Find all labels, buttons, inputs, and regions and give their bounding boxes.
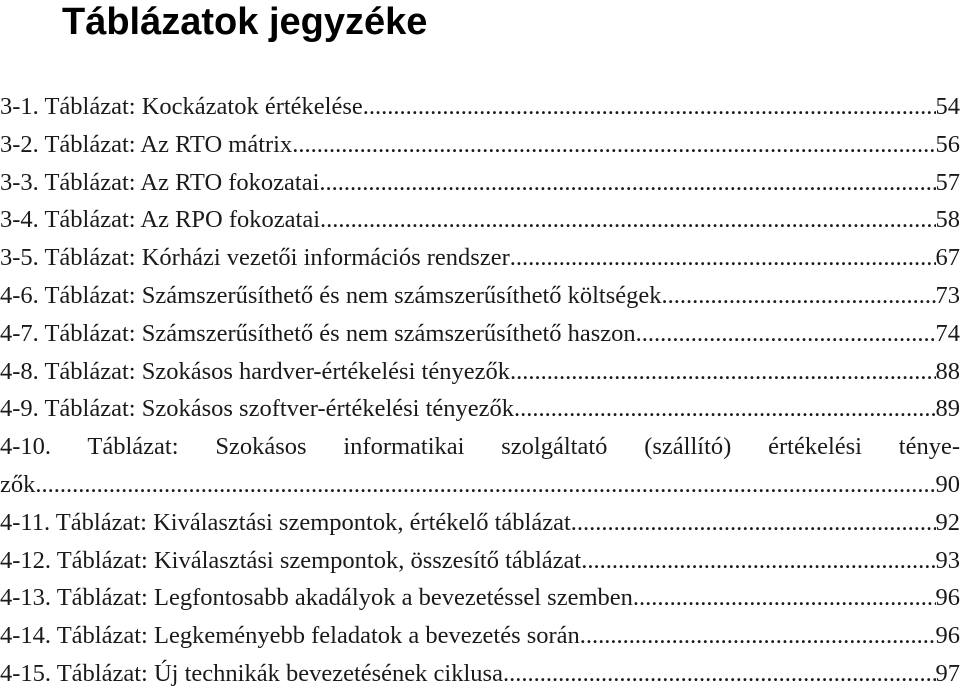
toc-entry[interactable]: [0, 315, 960, 353]
toc-entry[interactable]: [0, 617, 960, 655]
toc-entry[interactable]: [0, 504, 960, 542]
toc-entry-page: 88: [936, 353, 960, 391]
toc-entry[interactable]: [0, 88, 960, 126]
dot-leader: [510, 353, 936, 391]
toc-entry-page: 92: [936, 504, 960, 542]
toc-entry-text: 4-6. Táblázat: Számszerűsíthető és nem számszerűsíthető költségek: [0, 277, 662, 315]
toc-entry-page: 73: [936, 277, 960, 315]
toc-entry[interactable]: [0, 353, 960, 391]
dot-leader: [320, 201, 936, 239]
toc-entry-text: 4-7. Táblázat: Számszerűsíthető és nem számszerűsíthető haszon: [0, 315, 636, 353]
toc-entry-text: 4-12. Táblázat: Kiválasztási szempontok, összesítő táblázat: [0, 542, 581, 580]
dot-leader: [580, 617, 936, 655]
toc-entry-wrapped-line[interactable]: 4-10. Táblázat: Szokásos informatikai szolgáltató (szállító) értékelési ténye-: [0, 428, 960, 466]
toc-entry-text: 3-5. Táblázat: Kórházi vezetői információs rendszer: [0, 239, 510, 277]
dot-leader: [581, 542, 935, 580]
dot-leader: [571, 504, 936, 542]
table-of-tables: [0, 88, 960, 693]
toc-entry-page: 89: [936, 390, 960, 428]
toc-entry-page: 93: [936, 542, 960, 580]
dot-leader: [363, 88, 936, 126]
dot-leader: [292, 126, 935, 164]
toc-entry-page: 56: [936, 126, 960, 164]
toc-entry[interactable]: [0, 579, 960, 617]
toc-entry-text: 3-3. Táblázat: Az RTO fokozatai: [0, 164, 319, 202]
toc-entry-page: 67: [936, 239, 960, 277]
toc-entry-text: 3-4. Táblázat: Az RPO fokozatai: [0, 201, 320, 239]
toc-entry-text: 3-1. Táblázat: Kockázatok értékelése: [0, 88, 363, 126]
dot-leader: [662, 277, 936, 315]
dot-leader: [514, 390, 935, 428]
toc-entry[interactable]: [0, 466, 960, 504]
toc-entry-text: 4-11. Táblázat: Kiválasztási szempontok, értékelő táblázat: [0, 504, 571, 542]
toc-entry[interactable]: [0, 164, 960, 202]
toc-entry-text: 3-2. Táblázat: Az RTO mátrix: [0, 126, 292, 164]
toc-entry-page: 96: [936, 579, 960, 617]
dot-leader: [319, 164, 935, 202]
page-title: Táblázatok jegyzéke: [62, 0, 427, 44]
toc-entry-text: 4-13. Táblázat: Legfontosabb akadályok a bevezetéssel szemben: [0, 579, 633, 617]
toc-entry-text: 4-15. Táblázat: Új technikák bevezetésének ciklusa: [0, 655, 503, 693]
dot-leader: [510, 239, 936, 277]
toc-entry-page: 90: [936, 466, 960, 504]
dot-leader: [633, 579, 936, 617]
toc-entry-text: 4-9. Táblázat: Szokásos szoftver-értékelési tényezők: [0, 390, 514, 428]
toc-entry-text: 4-14. Táblázat: Legkeményebb feladatok a bevezetés során: [0, 617, 580, 655]
toc-entry-page: 57: [936, 164, 960, 202]
toc-entry[interactable]: [0, 542, 960, 580]
toc-entry[interactable]: [0, 239, 960, 277]
toc-entry[interactable]: [0, 655, 960, 693]
dot-leader: [503, 655, 936, 693]
toc-entry-page: 74: [936, 315, 960, 353]
toc-entry-text: zők: [0, 466, 35, 504]
toc-entry[interactable]: [0, 126, 960, 164]
toc-entry[interactable]: [0, 277, 960, 315]
toc-entry-page: 96: [936, 617, 960, 655]
toc-entry-page: 54: [936, 88, 960, 126]
dot-leader: [636, 315, 936, 353]
toc-entry[interactable]: [0, 390, 960, 428]
toc-entry-page: 58: [936, 201, 960, 239]
dot-leader: [35, 466, 935, 504]
toc-entry-text: 4-8. Táblázat: Szokásos hardver-értékelési tényezők: [0, 353, 510, 391]
toc-entry[interactable]: [0, 201, 960, 239]
toc-entry-page: 97: [936, 655, 960, 693]
